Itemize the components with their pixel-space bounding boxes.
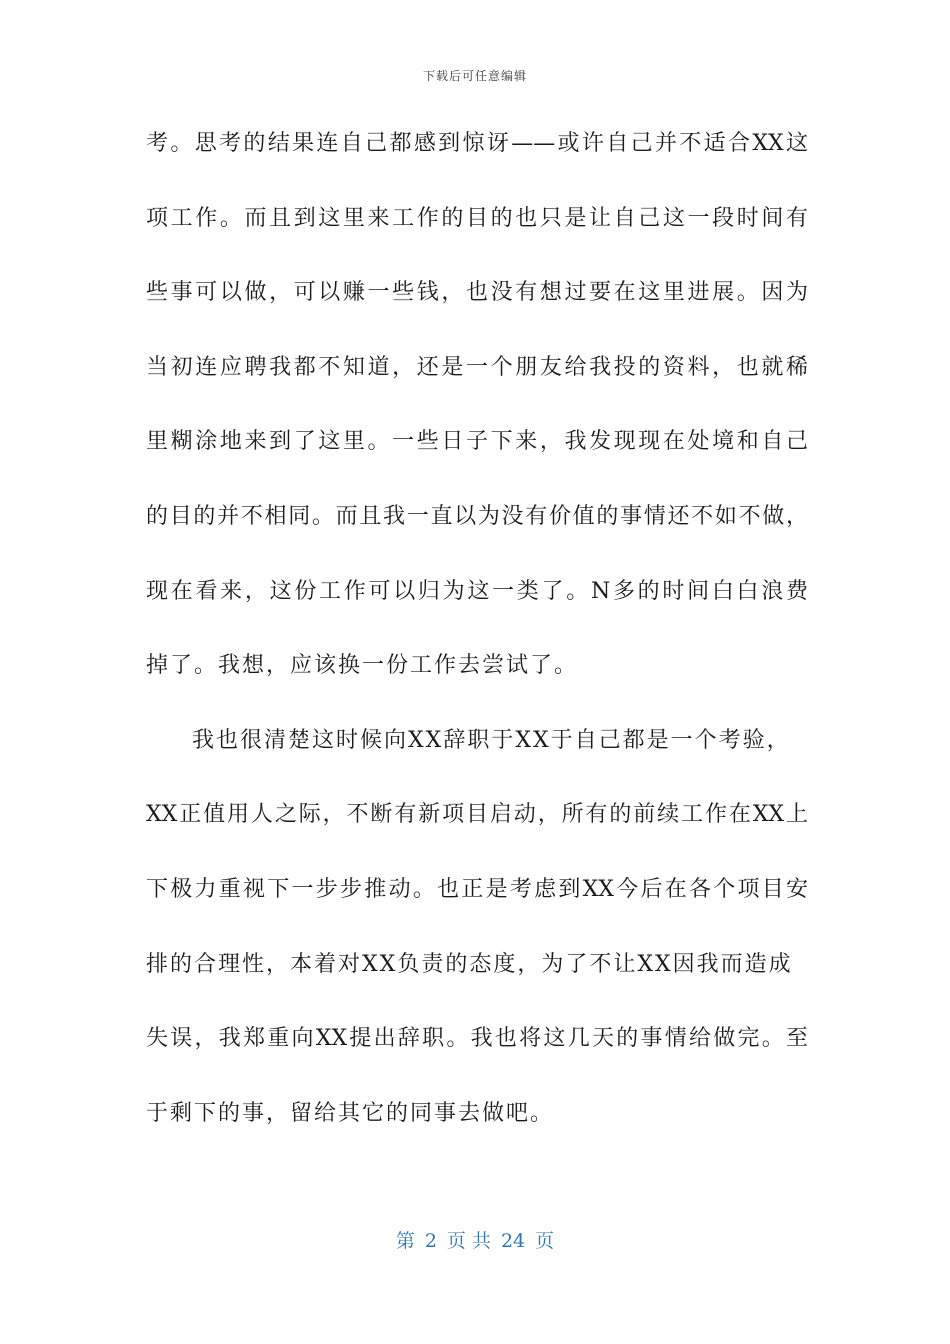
body-line: 于剩下的事，留给其它的同事去做吧。 — [146, 1100, 555, 1126]
body-line: 排的合理性，本着对XX负责的态度，为了不让XX因我而造成 — [146, 951, 793, 977]
footer-prefix: 第 — [395, 1230, 415, 1252]
body-line: 当初连应聘我都不知道，还是一个朋友给我投的资料，也就稀 — [146, 354, 808, 380]
current-page-number: 2 — [424, 1230, 437, 1252]
page-header: 下载后可任意编辑 — [422, 69, 527, 83]
body-line: XX正值用人之际，不断有新项目启动，所有的前续工作在XX上 — [146, 802, 808, 828]
body-line: 些事可以做，可以赚一些钱，也没有想过要在这里进展。因为 — [146, 280, 808, 306]
body-line: 里糊涂地来到了这里。一些日子下来，我发现现在处境和自己 — [146, 429, 808, 455]
body-line: 考。思考的结果连自己都感到惊讶——或许自己并不适合XX这 — [146, 131, 808, 156]
body-line: 的目的并不相同。而且我一直以为没有价值的事情还不如不做， — [146, 503, 808, 529]
page-number-footer — [0, 1226, 950, 1253]
body-line: 下极力重视下一步步推动。也正是考虑到XX今后在各个项目安 — [146, 876, 808, 902]
body-line-paragraph-start: 我也很清楚这时候向XX辞职于XX于自己都是一个考验， — [192, 727, 791, 753]
footer-suffix: 页 — [535, 1230, 555, 1252]
body-line: 项工作。而且到这里来工作的目的也只是让自己这一段时间有 — [146, 205, 808, 231]
footer-middle: 页 共 — [446, 1230, 491, 1252]
document-body — [146, 118, 808, 1162]
body-line: 失误，我郑重向XX提出辞职。我也将这几天的事情给做完。至 — [146, 1026, 808, 1052]
body-line: 掉了。我想，应该换一份工作去尝试了。 — [146, 653, 579, 679]
body-line: 现在看来，这份工作可以归为这一类了。N多的时间白白浪费 — [146, 578, 808, 604]
total-page-count: 24 — [500, 1230, 526, 1252]
